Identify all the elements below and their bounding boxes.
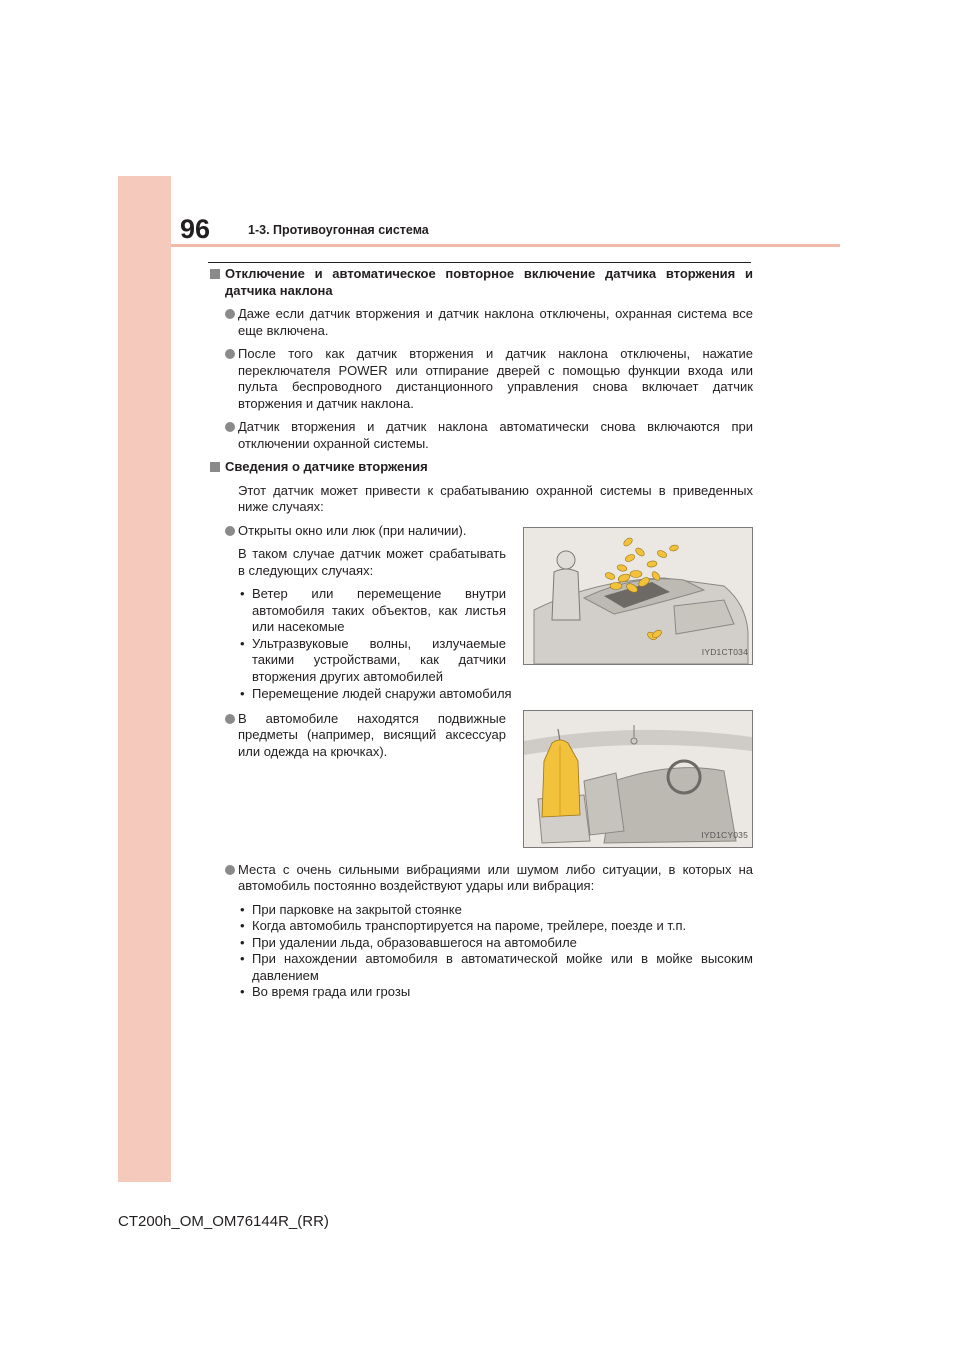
heading-text: Отключение и автоматическое повторное включение датчика вторжения и датчика наклона — [225, 266, 753, 298]
circle-bullet-icon — [225, 526, 235, 536]
content-rule — [208, 262, 751, 263]
section-title: 1-3. Противоугонная система — [248, 223, 429, 237]
list-item: • Когда автомобиль транспортируется на пароме, трейлере, поезде и т.п. — [238, 918, 753, 935]
document-code: CT200h_OM_OM76144R_(RR) — [118, 1213, 329, 1230]
bullet-text: Места с очень сильными вибрациями или шумом либо ситуации, в которых на автомобиль постоянно воздействуют удары или вибрация: — [238, 861, 753, 893]
bullet-item — [208, 711, 506, 761]
figure-code: IYD1CT034 — [701, 647, 748, 657]
circle-bullet-icon — [225, 714, 235, 724]
heading-intrusion-sensor — [208, 459, 753, 476]
header-rule — [171, 244, 840, 247]
intro-paragraph: Этот датчик может привести к срабатыванию охранной системы в приведенных ниже случаях: — [238, 482, 753, 514]
window-sublist — [208, 586, 506, 685]
figure-code: IYD1CY035 — [701, 830, 748, 840]
circle-bullet-icon — [225, 865, 235, 875]
list-item: • При удалении льда, образовавшегося на автомобиле — [238, 935, 753, 952]
square-marker-icon — [210, 269, 220, 279]
bullet-text: Датчик вторжения и датчик наклона автоматически снова включаются при отключении охранной системы. — [238, 419, 753, 451]
bullet-item — [208, 862, 753, 895]
circle-bullet-icon — [225, 309, 235, 319]
heading-text: Сведения о датчике вторжения — [225, 459, 428, 474]
page-number: 96 — [180, 214, 211, 244]
side-tab — [118, 176, 171, 1182]
figure-hanging-clothes — [523, 710, 753, 848]
circle-bullet-icon — [225, 349, 235, 359]
list-item: • При нахождении автомобиля в автоматической мойке или в мойке высоким давлением — [238, 951, 753, 984]
list-item: • Перемещение людей снаружи автомобиля — [238, 686, 753, 703]
figure-text-moving — [208, 711, 506, 768]
window-sublist-last — [208, 686, 753, 703]
circle-bullet-icon — [225, 422, 235, 432]
list-item: • Ветер или перемещение внутри автомобиля таких объектов, как листья или насекомые — [238, 586, 506, 636]
bullet-text: Даже если датчик вторжения и датчик наклона отключены, охранная система все еще включена. — [238, 306, 753, 338]
square-marker-icon — [210, 462, 220, 472]
bullet-item — [208, 306, 753, 339]
figure-row-moving — [208, 711, 753, 848]
bullet-item — [208, 523, 506, 540]
content — [208, 266, 753, 1008]
list-item: • Во время града или грозы — [238, 984, 753, 1001]
figure-text-window — [208, 523, 506, 686]
bullet-text: В автомобиле находятся подвижные предметы (например, висящий аксессуар или одежда на крючках). — [238, 710, 506, 759]
heading-sensor-disable — [208, 266, 753, 299]
list-item: • Ультразвуковые волны, излучаемые такими устройствами, как датчики вторжения других автомобилей — [238, 636, 506, 686]
window-paragraph: В таком случае датчик может срабатывать в следующих случаях: — [238, 546, 506, 578]
vibration-sublist — [208, 902, 753, 1001]
figure-row-window — [208, 523, 753, 686]
bullet-text: После того как датчик вторжения и датчик наклона отключены, нажатие переключателя POWER или отпирание дверей с помощью функции входа или пульта беспроводного дистанционного управления снова включает датчик вторжения и датчик наклона. — [238, 346, 753, 411]
bullet-item — [208, 419, 753, 452]
bullet-text: Открыты окно или люк (при наличии). — [238, 522, 467, 538]
bullet-item — [208, 346, 753, 412]
figure-sunroof-leaves — [523, 527, 753, 665]
list-item: • При парковке на закрытой стоянке — [238, 902, 753, 919]
